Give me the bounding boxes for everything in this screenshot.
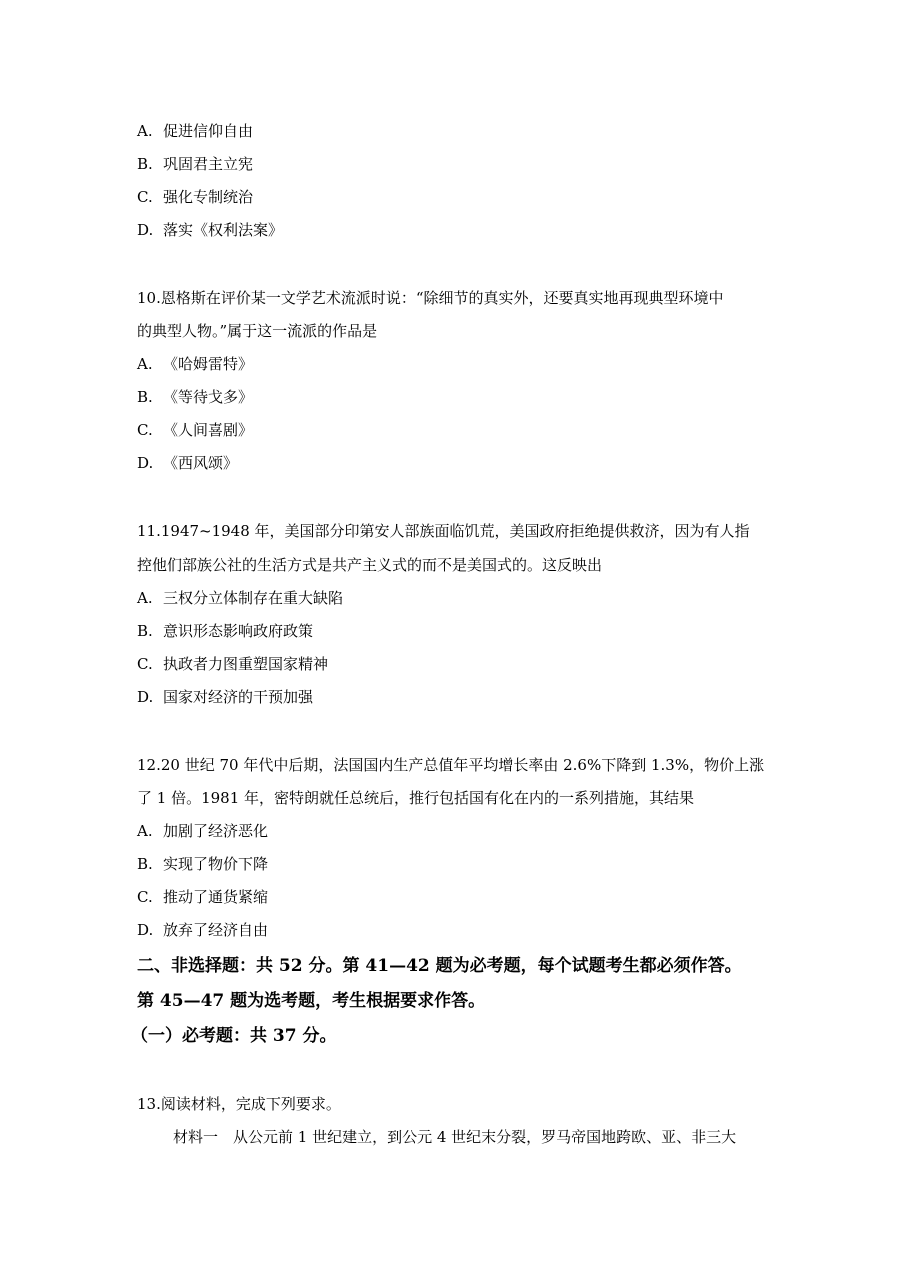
- option-letter: D.: [137, 221, 154, 239]
- q13-material1: 材料一 从公元前 1 世纪建立，到公元 4 世纪末分裂，罗马帝国地跨欧、亚、非三大: [173, 1128, 737, 1146]
- option-text: 三权分立体制存在重大缺陷: [163, 589, 344, 607]
- q10-stem-line2: 的典型人物。”属于这一流派的作品是: [137, 322, 378, 340]
- option-text: 国家对经济的干预加强: [163, 688, 314, 706]
- option-letter: B.: [137, 855, 153, 873]
- q11-option-b: [137, 621, 313, 641]
- option-letter: D.: [137, 454, 154, 472]
- option-text: 推动了通货紧缩: [163, 888, 269, 906]
- option-text: 加剧了经济恶化: [163, 822, 269, 840]
- option-letter: B.: [137, 155, 153, 173]
- option-text: 强化专制统治: [163, 188, 254, 206]
- q11-stem-line2: 控他们部族公社的生活方式是共产主义式的而不是美国式的。这反映出: [137, 556, 603, 574]
- option-text: 巩固君主立宪: [163, 155, 254, 173]
- q10-option-b: [137, 387, 253, 407]
- option-letter: A.: [137, 355, 153, 373]
- q12-stem-line1: 12.20 世纪 70 年代中后期，法国国内生产总值年平均增长率由 2.6%下降到 1.3%，物价上涨: [137, 756, 765, 774]
- option-letter: C.: [137, 188, 153, 206]
- q11-stem-line1: 11.1947~1948 年，美国部分印第安人部族面临饥荒，美国政府拒绝提供救济，因为有人指: [137, 522, 750, 540]
- option-text: 《西风颂》: [163, 454, 239, 472]
- option-text: 促进信仰自由: [163, 122, 254, 140]
- q9-option-a: [137, 121, 253, 141]
- q9-option-b: [137, 154, 253, 174]
- option-letter: C.: [137, 655, 153, 673]
- q11-option-a: [137, 588, 343, 608]
- option-text: 落实《权利法案》: [163, 221, 284, 239]
- option-text: 《哈姆雷特》: [163, 355, 254, 373]
- q10-option-a: [137, 354, 253, 374]
- option-text: 《人间喜剧》: [163, 421, 254, 439]
- q11-option-c: [137, 654, 328, 674]
- option-text: 意识形态影响政府政策: [163, 622, 314, 640]
- q10-option-d: [137, 453, 238, 473]
- option-letter: B.: [137, 622, 153, 640]
- q12-option-d: [137, 920, 268, 940]
- q12-option-b: [137, 854, 268, 874]
- section-heading-line1: 二、非选择题：共 52 分。第 41—42 题为必考题，每个试题考生都必须作答。: [137, 956, 742, 976]
- option-letter: B.: [137, 388, 153, 406]
- option-text: 放弃了经济自由: [163, 921, 269, 939]
- option-letter: C.: [137, 888, 153, 906]
- q13-intro: 13.阅读材料，完成下列要求。: [137, 1095, 341, 1113]
- q10-option-c: [137, 420, 253, 440]
- option-text: 执政者力图重塑国家精神: [163, 655, 329, 673]
- q9-option-c: [137, 187, 253, 207]
- option-letter: C.: [137, 421, 153, 439]
- option-letter: A.: [137, 589, 153, 607]
- q10-stem-line1: 10.恩格斯在评价某一文学艺术流派时说：“除细节的真实外，还要真实地再现典型环境中: [137, 289, 724, 307]
- q12-stem-line2: 了 1 倍。1981 年，密特朗就任总统后，推行包括国有化在内的一系列措施，其结果: [137, 789, 695, 807]
- option-letter: A.: [137, 822, 153, 840]
- q12-option-c: [137, 887, 268, 907]
- option-text: 《等待戈多》: [163, 388, 254, 406]
- option-letter: D.: [137, 921, 154, 939]
- option-letter: A.: [137, 122, 153, 140]
- q9-option-d: [137, 220, 283, 240]
- q11-option-d: [137, 687, 313, 707]
- section-heading-line2: 第 45—47 题为选考题，考生根据要求作答。: [137, 991, 486, 1011]
- subsection-heading: （一）必考题：共 37 分。: [131, 1026, 337, 1046]
- option-text: 实现了物价下降: [163, 855, 269, 873]
- q12-option-a: [137, 821, 268, 841]
- option-letter: D.: [137, 688, 154, 706]
